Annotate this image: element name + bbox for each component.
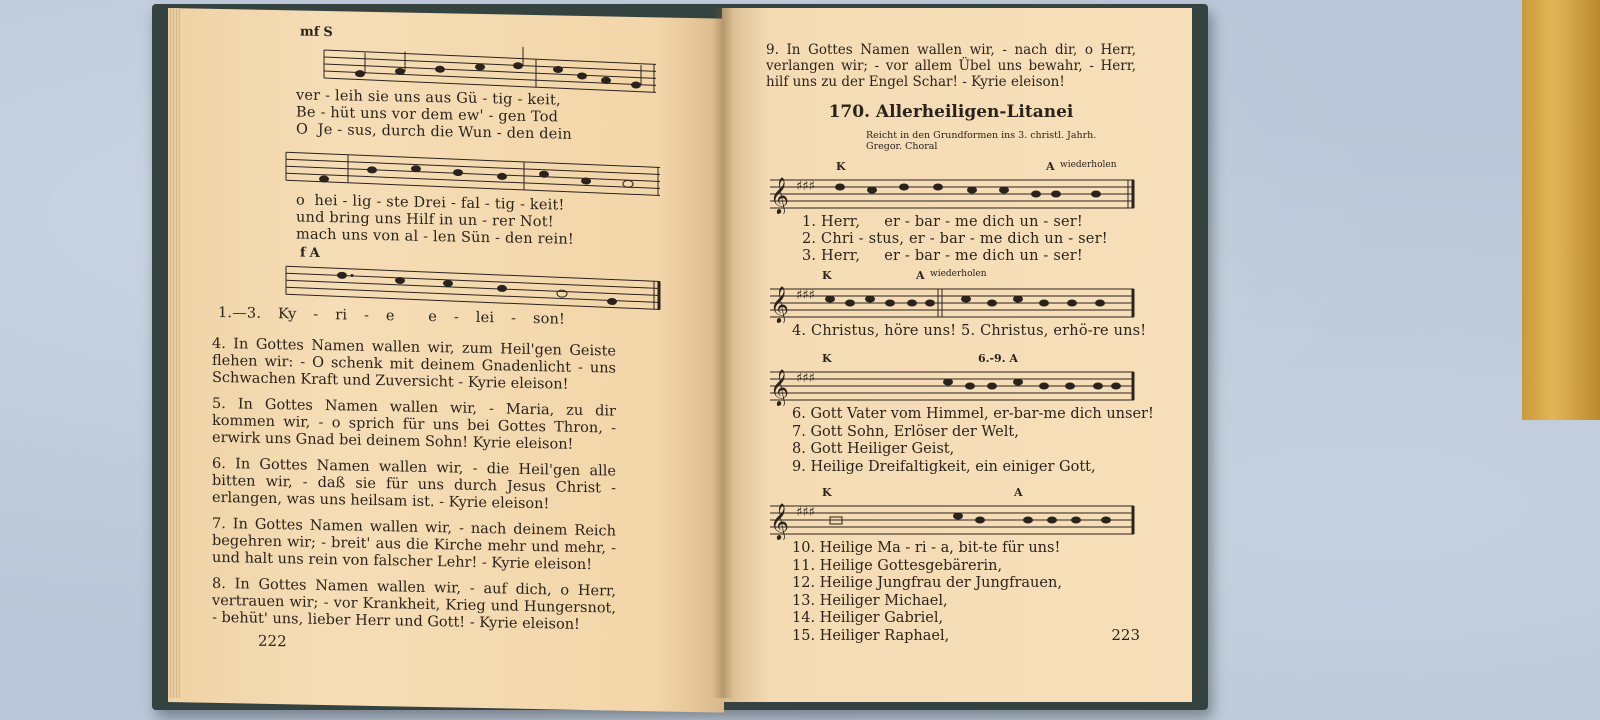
page-edges	[168, 8, 180, 698]
svg-text:𝄞: 𝄞	[770, 285, 789, 323]
right-page	[722, 8, 1192, 702]
hymn-title: 170. Allerheiligen-Litanei	[828, 102, 1074, 122]
verse-5: 5. In Gottes Namen wallen wir, - Maria, zu dir kommen wir, - o sprich für uns bei Gottes Thron, - erwirk uns Gnad bei deinem Sohn! Kyrie eleison!	[212, 395, 616, 453]
book-gutter	[712, 8, 734, 698]
source-note: Reicht in den Grundformen ins 3. christl. Jahrh. Gregor. Choral	[866, 130, 1097, 152]
wooden-surface	[1522, 0, 1600, 420]
music-staff-3	[282, 260, 662, 313]
chant-lyrics-1: 1. Herr, er - bar - me dich un - ser! 2. Chri - stus, er - bar - me dich un - ser! 3. Herr, er - bar - me dich un - ser!	[802, 214, 1108, 264]
litany-list-1: 6. Gott Vater vom Himmel, er-bar-me dich unser! 7. Gott Sohn, Erlöser der Welt, 8. Gott Heiliger Geist, 9. Heilige Dreifaltigkeit, ein einiger Gott,	[792, 406, 1154, 475]
svg-text:♯♯♯: ♯♯♯	[796, 179, 815, 194]
chant-lyrics-2: 4. Christus, höre uns! 5. Christus, erhö-re uns!	[792, 323, 1147, 339]
staff-4-marks: K A	[822, 486, 1023, 499]
music-staff-1	[296, 39, 656, 94]
staff-1-marks: K A wiederholen	[836, 160, 1117, 173]
page-number-right: 223	[1111, 626, 1140, 644]
svg-text:♯♯♯: ♯♯♯	[796, 288, 815, 303]
music-staff-2	[282, 144, 662, 199]
chant-staff-4	[766, 500, 1136, 540]
lyrics-block-1: ver - leih sie uns aus Gü - tig - keit, Be - hüt uns vor dem ew' - gen Tod O Je - sus, durch die Wun - den dein	[296, 87, 572, 143]
svg-text:𝄞: 𝄞	[770, 368, 789, 406]
svg-text:♯♯♯: ♯♯♯	[796, 505, 815, 520]
left-page	[168, 8, 724, 713]
dynamic-marking-1: mf S	[300, 24, 333, 41]
page-number-left: 222	[258, 631, 287, 651]
verse-9: 9. In Gottes Namen wallen wir, - nach dir, o Herr, verlangen wir; - vor allem Übel uns bewahr, - Herr, hilf uns zu der Engel Schar! - Kyrie eleison!	[766, 42, 1136, 90]
chant-staff-1	[766, 174, 1136, 214]
lyrics-block-2: o hei - lig - ste Drei - fal - tig - keit! und bring uns Hilf in un - rer Not! mach uns von al - len Sün - den rein!	[296, 192, 574, 248]
verse-4: 4. In Gottes Namen wallen wir, zum Heil'gen Geiste flehen wir: - O schenk mit deinem Gnadenlicht - uns Schwachen Kraft und Zuversicht - Kyrie eleison!	[212, 335, 616, 393]
staff-2-marks: K A wiederholen	[822, 269, 987, 282]
litany-list-2: 10. Heilige Ma - ri - a, bit-te für uns! 11. Heilige Gottesgebärerin, 12. Heilige Jungfrau der Jungfrauen, 13. Heiliger Michael, 14. Heiliger Gabriel, 15. Heiliger Raphael,	[792, 540, 1062, 644]
verse-6: 6. In Gottes Namen wallen wir, - die Heil'gen alle bitten wir, - daß sie für uns durch Jesus Christ - erlangen, was uns heilsam ist. - Kyrie eleison!	[212, 455, 616, 513]
chant-staff-3	[766, 366, 1136, 406]
verse-7: 7. In Gottes Namen wallen wir, - nach deinem Reich begehren wir; - breit' aus die Kirche mehr und mehr, - und halt uns rein von falscher Lehr! - Kyrie eleison!	[212, 515, 616, 574]
verse-8: 8. In Gottes Namen wallen wir, - auf dich, o Herr, vertrauen wir; - vor Krankheit, Krieg und Hungersnot, - behüt' uns, lieber Herr und Gott! - Kyrie eleison!	[212, 575, 616, 633]
kyrie-lyrics: 1.—3. Ky - ri - e e - lei - son!	[218, 304, 566, 328]
chant-staff-2	[766, 283, 1136, 323]
svg-text:𝄞: 𝄞	[770, 176, 789, 214]
svg-text:♯♯♯: ♯♯♯	[796, 371, 815, 386]
dynamic-marking-3: f A	[300, 245, 320, 261]
staff-3-marks: K 6.-9. A	[822, 352, 1018, 365]
svg-text:𝄞: 𝄞	[770, 502, 789, 540]
